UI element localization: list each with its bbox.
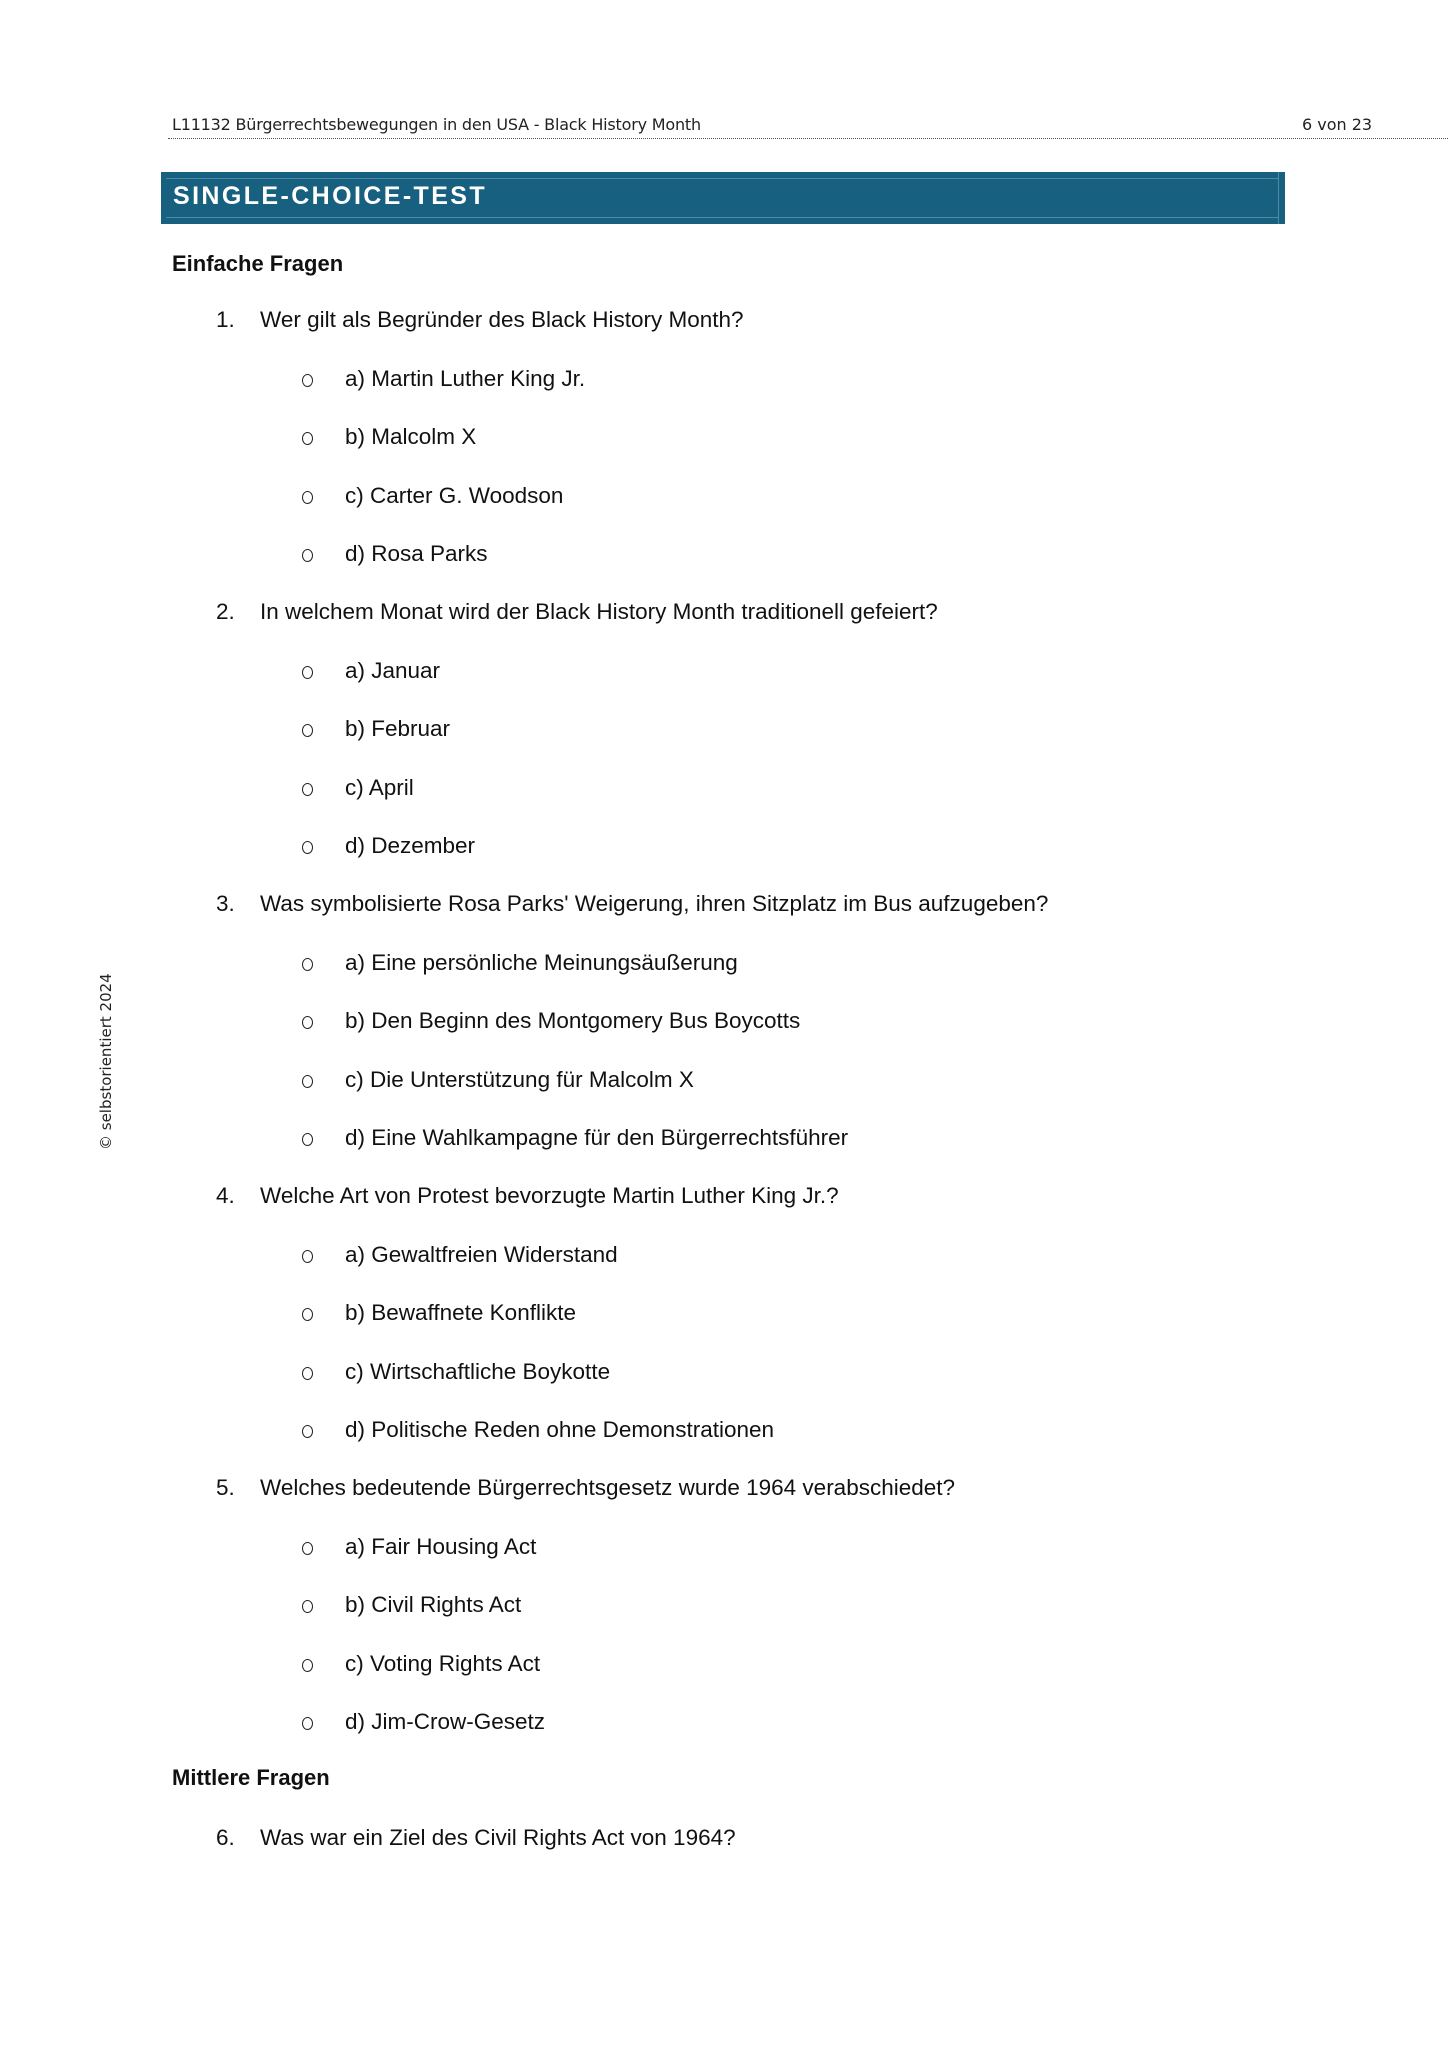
- question-number: 2.: [216, 599, 235, 624]
- answer-option[interactable]: [302, 775, 414, 801]
- banner-title: SINGLE-CHOICE-TEST: [173, 182, 488, 210]
- question-5: [216, 1475, 955, 1501]
- radio-circle-icon[interactable]: [302, 1075, 313, 1088]
- radio-circle-icon[interactable]: [302, 374, 313, 387]
- option-label: b) Den Beginn des Montgomery Bus Boycotts: [345, 1008, 801, 1033]
- question-number: 1.: [216, 307, 235, 332]
- option-label: d) Dezember: [345, 833, 476, 858]
- option-label: a) Fair Housing Act: [345, 1534, 537, 1559]
- question-6: [216, 1825, 736, 1851]
- radio-circle-icon[interactable]: [302, 958, 313, 971]
- radio-circle-icon[interactable]: [302, 1717, 313, 1730]
- answer-option[interactable]: [302, 1067, 694, 1093]
- answer-option[interactable]: [302, 1125, 848, 1151]
- option-label: c) Carter G. Woodson: [345, 483, 564, 508]
- answer-option[interactable]: [302, 1300, 576, 1326]
- option-label: c) Voting Rights Act: [345, 1651, 541, 1676]
- radio-circle-icon[interactable]: [302, 1659, 313, 1672]
- question-1: [216, 307, 744, 333]
- option-label: d) Jim-Crow-Gesetz: [345, 1709, 546, 1734]
- question-text: Was symbolisierte Rosa Parks' Weigerung, ihren Sitzplatz im Bus aufzugeben?: [260, 891, 1049, 916]
- answer-option[interactable]: [302, 541, 488, 567]
- radio-circle-icon[interactable]: [302, 549, 313, 562]
- question-number: 3.: [216, 891, 235, 916]
- question-text: Welche Art von Protest bevorzugte Martin Luther King Jr.?: [260, 1183, 839, 1208]
- answer-option[interactable]: [302, 716, 450, 742]
- radio-circle-icon[interactable]: [302, 1133, 313, 1146]
- answer-option[interactable]: [302, 833, 475, 859]
- question-number: 4.: [216, 1183, 235, 1208]
- radio-circle-icon[interactable]: [302, 1308, 313, 1321]
- page-number: 6 von 23: [1302, 115, 1373, 134]
- radio-circle-icon[interactable]: [302, 1367, 313, 1380]
- radio-circle-icon[interactable]: [302, 432, 313, 445]
- answer-option[interactable]: [302, 950, 738, 976]
- section-heading-medium: Mittlere Fragen: [172, 1765, 330, 1790]
- question-2: [216, 599, 938, 625]
- option-label: b) Bewaffnete Konflikte: [345, 1300, 576, 1325]
- radio-circle-icon[interactable]: [302, 1250, 313, 1263]
- radio-circle-icon[interactable]: [302, 491, 313, 504]
- option-label: a) Gewaltfreien Widerstand: [345, 1242, 618, 1267]
- answer-option[interactable]: [302, 658, 440, 684]
- question-number: 5.: [216, 1475, 235, 1500]
- radio-circle-icon[interactable]: [302, 783, 313, 796]
- radio-circle-icon[interactable]: [302, 1016, 313, 1029]
- radio-circle-icon[interactable]: [302, 1600, 313, 1613]
- option-label: a) Martin Luther King Jr.: [345, 366, 586, 391]
- page-header: [168, 112, 1448, 139]
- option-label: d) Politische Reden ohne Demonstrationen: [345, 1417, 775, 1442]
- option-label: b) Civil Rights Act: [345, 1592, 522, 1617]
- radio-circle-icon[interactable]: [302, 841, 313, 854]
- answer-option[interactable]: [302, 1709, 545, 1735]
- answer-option[interactable]: [302, 366, 585, 392]
- answer-option[interactable]: [302, 483, 563, 509]
- option-label: d) Rosa Parks: [345, 541, 488, 566]
- radio-circle-icon[interactable]: [302, 724, 313, 737]
- copyright-note: © selbstorientiert 2024: [97, 973, 115, 1150]
- radio-circle-icon[interactable]: [302, 666, 313, 679]
- answer-option[interactable]: [302, 1242, 618, 1268]
- option-label: a) Januar: [345, 658, 441, 683]
- answer-option[interactable]: [302, 1651, 540, 1677]
- option-label: d) Eine Wahlkampagne für den Bürgerrechtsführer: [345, 1125, 849, 1150]
- radio-circle-icon[interactable]: [302, 1425, 313, 1438]
- answer-option[interactable]: [302, 1008, 800, 1034]
- answer-option[interactable]: [302, 1592, 521, 1618]
- option-label: b) Malcolm X: [345, 424, 477, 449]
- section-banner: [161, 172, 1285, 224]
- option-label: b) Februar: [345, 716, 451, 741]
- question-text: Wer gilt als Begründer des Black History Month?: [260, 307, 744, 332]
- question-3: [216, 891, 1048, 917]
- answer-option[interactable]: [302, 1417, 774, 1443]
- option-label: c) Die Unterstützung für Malcolm X: [345, 1067, 694, 1092]
- question-number: 6.: [216, 1825, 235, 1850]
- section-heading-easy: Einfache Fragen: [172, 251, 344, 276]
- option-label: a) Eine persönliche Meinungsäußerung: [345, 950, 738, 975]
- option-label: c) Wirtschaftliche Boykotte: [345, 1359, 611, 1384]
- radio-circle-icon[interactable]: [302, 1542, 313, 1555]
- answer-option[interactable]: [302, 1359, 610, 1385]
- document-title: L11132 Bürgerrechtsbewegungen in den USA - Black History Month: [172, 115, 701, 134]
- question-4: [216, 1183, 839, 1209]
- answer-option[interactable]: [302, 424, 476, 450]
- question-text: In welchem Monat wird der Black History Month traditionell gefeiert?: [260, 599, 938, 624]
- question-text: Welches bedeutende Bürgerrechtsgesetz wurde 1964 verabschiedet?: [260, 1475, 956, 1500]
- question-text: Was war ein Ziel des Civil Rights Act von 1964?: [260, 1825, 736, 1850]
- option-label: c) April: [345, 775, 414, 800]
- answer-option[interactable]: [302, 1534, 536, 1560]
